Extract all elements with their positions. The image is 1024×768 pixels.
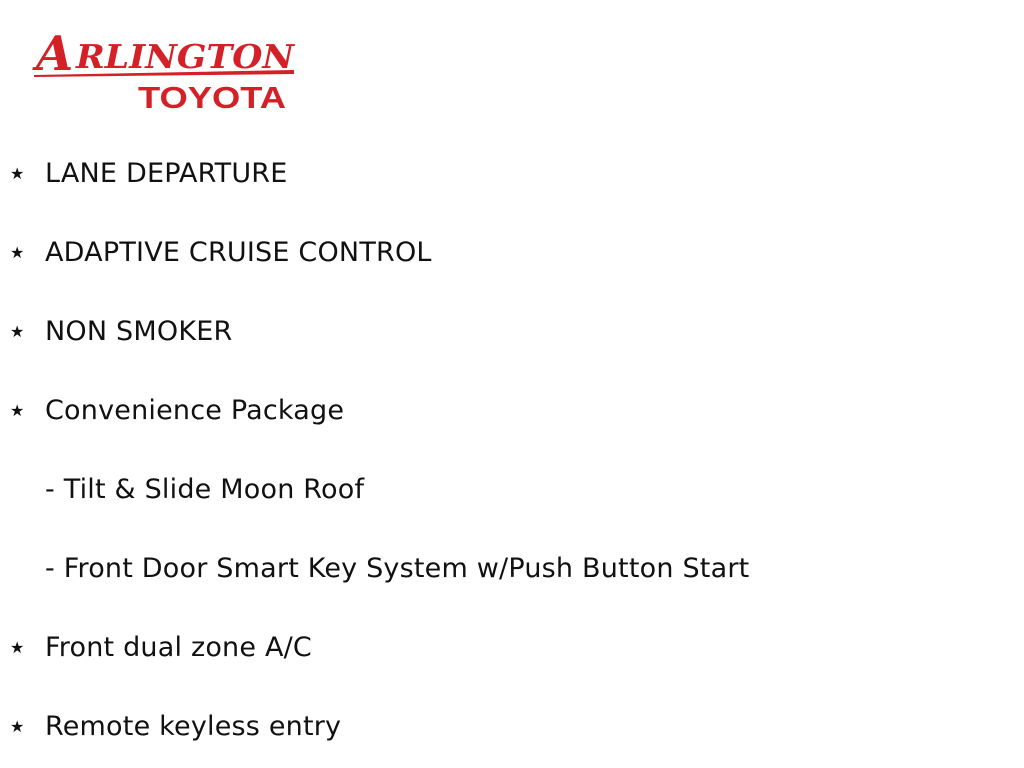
feature-label: ADAPTIVE CRUISE CONTROL xyxy=(45,237,432,268)
feature-list xyxy=(0,136,1024,768)
star-icon: ★ xyxy=(10,164,25,183)
list-item xyxy=(0,215,1024,294)
list-item xyxy=(0,689,1024,768)
sub-feature-label: - Front Door Smart Key System w/Push Button Start xyxy=(45,553,750,584)
list-item xyxy=(0,373,1024,452)
list-item xyxy=(0,452,1024,531)
star-icon: ★ xyxy=(10,401,25,420)
star-icon: ★ xyxy=(10,243,25,262)
logo-line1: RLINGTON xyxy=(74,37,296,76)
list-item xyxy=(0,531,1024,610)
list-item xyxy=(0,294,1024,373)
sub-feature-label: - Tilt & Slide Moon Roof xyxy=(45,474,365,505)
logo-graphic xyxy=(32,18,300,114)
logo-line2: TOYOTA xyxy=(138,80,286,114)
feature-label: Convenience Package xyxy=(45,395,345,426)
feature-label: Front dual zone A/C xyxy=(45,632,312,663)
feature-label: Remote keyless entry xyxy=(45,711,342,742)
list-item xyxy=(0,136,1024,215)
star-icon: ★ xyxy=(10,717,25,736)
star-icon: ★ xyxy=(10,322,25,341)
dealer-logo xyxy=(32,18,300,114)
list-item xyxy=(0,610,1024,689)
logo-initial: A xyxy=(36,26,74,82)
star-icon: ★ xyxy=(10,638,25,657)
feature-label: NON SMOKER xyxy=(45,316,233,347)
feature-label: LANE DEPARTURE xyxy=(45,158,288,189)
